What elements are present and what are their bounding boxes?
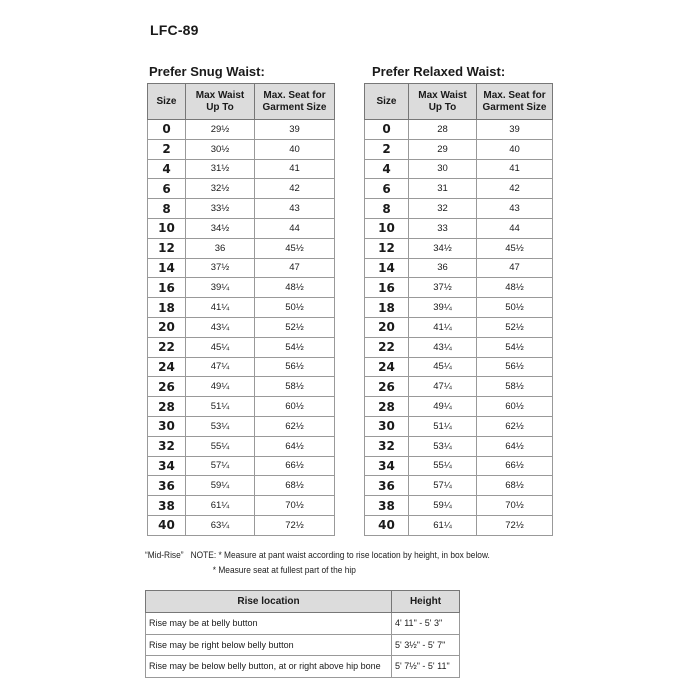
max-waist-cell: 33½: [186, 199, 255, 219]
max-seat-cell: 40: [477, 139, 553, 159]
size-cell: 2: [148, 139, 186, 159]
table-row: [148, 515, 335, 535]
size-cell: 28: [148, 397, 186, 417]
size-cell: 10: [148, 218, 186, 238]
seat-note: * Measure seat at fullest part of the hip: [212, 565, 356, 576]
size-cell: 24: [148, 357, 186, 377]
size-cell: 16: [365, 278, 409, 298]
table-row: [365, 456, 553, 476]
height-cell: 4' 11" - 5' 3": [392, 613, 460, 635]
size-cell: 32: [148, 436, 186, 456]
max-seat-cell: 42: [477, 179, 553, 199]
table-row: [148, 139, 335, 159]
table-row: [365, 218, 553, 238]
size-cell: 14: [365, 258, 409, 278]
mid-rise-label: “Mid-Rise”: [145, 550, 184, 561]
max-seat-cell: 72½: [255, 515, 335, 535]
max-seat-cell: 58½: [255, 377, 335, 397]
max-waist-header: [186, 84, 255, 120]
max-waist-cell: 63¼: [186, 515, 255, 535]
max-waist-cell: 59¼: [186, 476, 255, 496]
table-row: [146, 656, 460, 678]
max-seat-cell: 48½: [477, 278, 553, 298]
size-cell: 26: [365, 377, 409, 397]
size-header: Size: [148, 84, 186, 120]
height-header: Height: [392, 591, 460, 613]
note-line-1: [145, 548, 490, 563]
table-row: [365, 258, 553, 278]
max-waist-cell: 53¼: [186, 416, 255, 436]
relaxed-waist-caption: Prefer Relaxed Waist:: [372, 64, 506, 79]
size-cell: 12: [148, 238, 186, 258]
max-seat-cell: 62½: [477, 416, 553, 436]
max-waist-cell: 43¼: [409, 337, 477, 357]
size-cell: 40: [365, 515, 409, 535]
max-seat-cell: 56½: [255, 357, 335, 377]
table-row: [365, 476, 553, 496]
table-row: [365, 238, 553, 258]
size-cell: 10: [365, 218, 409, 238]
max-seat-cell: 50½: [255, 298, 335, 318]
height-cell: 5' 3½" - 5' 7": [392, 634, 460, 656]
snug-waist-rows: [148, 120, 335, 536]
size-cell: 6: [148, 179, 186, 199]
table-row: [365, 397, 553, 417]
max-seat-cell: 41: [477, 159, 553, 179]
max-seat-header-text: Max. Seat for Garment Size: [262, 89, 327, 113]
max-waist-cell: 43¼: [186, 317, 255, 337]
max-seat-cell: 64½: [255, 436, 335, 456]
snug-waist-caption: Prefer Snug Waist:: [149, 64, 265, 79]
max-seat-cell: 39: [477, 120, 553, 140]
max-seat-cell: 66½: [477, 456, 553, 476]
size-cell: 8: [148, 199, 186, 219]
size-cell: 24: [365, 357, 409, 377]
size-cell: 22: [148, 337, 186, 357]
table-row: [146, 613, 460, 635]
max-waist-cell: 37½: [186, 258, 255, 278]
relaxed-waist-table: [364, 83, 553, 536]
max-waist-cell: 30: [409, 159, 477, 179]
size-cell: 22: [365, 337, 409, 357]
max-seat-cell: 43: [255, 199, 335, 219]
max-waist-cell: 51¼: [409, 416, 477, 436]
max-waist-cell: 30½: [186, 139, 255, 159]
table-row: [365, 139, 553, 159]
max-seat-cell: 66½: [255, 456, 335, 476]
max-waist-cell: 39¼: [409, 298, 477, 318]
size-cell: 36: [365, 476, 409, 496]
max-waist-cell: 49¼: [409, 397, 477, 417]
table-row: [148, 120, 335, 140]
max-waist-cell: 47¼: [409, 377, 477, 397]
size-cell: 0: [148, 120, 186, 140]
max-waist-cell: 37½: [409, 278, 477, 298]
max-seat-header-text: Max. Seat for Garment Size: [482, 89, 547, 113]
max-waist-cell: 49¼: [186, 377, 255, 397]
table-row: [148, 238, 335, 258]
table-row: [148, 317, 335, 337]
size-cell: 20: [365, 317, 409, 337]
max-waist-cell: 45¼: [186, 337, 255, 357]
table-row: [365, 515, 553, 535]
snug-waist-section: [147, 63, 335, 536]
size-cell: 26: [148, 377, 186, 397]
max-waist-cell: 57¼: [186, 456, 255, 476]
table-row: [365, 298, 553, 318]
table-row: [365, 120, 553, 140]
max-seat-cell: 54½: [477, 337, 553, 357]
max-waist-cell: 32: [409, 199, 477, 219]
table-row: [148, 357, 335, 377]
table-row: [365, 278, 553, 298]
max-seat-cell: 70½: [255, 496, 335, 516]
table-row: [148, 258, 335, 278]
max-waist-cell: 59¼: [409, 496, 477, 516]
max-waist-cell: 53¼: [409, 436, 477, 456]
table-row: [365, 416, 553, 436]
table-row: [365, 377, 553, 397]
max-waist-header-text: Max Waist Up To: [418, 89, 467, 113]
table-row: [148, 496, 335, 516]
max-waist-cell: 33: [409, 218, 477, 238]
size-cell: 8: [365, 199, 409, 219]
height-cell: 5' 7½" - 5' 11": [392, 656, 460, 678]
waist-note: NOTE: * Measure at pant waist according to rise location by height, in box below.: [190, 550, 490, 561]
table-row: [148, 397, 335, 417]
max-seat-cell: 40: [255, 139, 335, 159]
max-waist-cell: 61¼: [186, 496, 255, 516]
max-waist-cell: 29: [409, 139, 477, 159]
max-seat-cell: 68½: [477, 476, 553, 496]
table-row: [148, 416, 335, 436]
size-cell: 30: [365, 416, 409, 436]
table-row: [148, 298, 335, 318]
rise-location-cell: Rise may be below belly button, at or right above hip bone: [146, 656, 392, 678]
max-seat-cell: 68½: [255, 476, 335, 496]
table-row: [148, 179, 335, 199]
relaxed-waist-section: [364, 63, 553, 536]
size-cell: 34: [365, 456, 409, 476]
max-seat-cell: 44: [477, 218, 553, 238]
max-waist-cell: 55¼: [409, 456, 477, 476]
table-row: [148, 456, 335, 476]
size-cell: 38: [365, 496, 409, 516]
measurement-notes: [145, 548, 490, 578]
max-waist-cell: 51¼: [186, 397, 255, 417]
table-row: [148, 159, 335, 179]
max-seat-cell: 45½: [477, 238, 553, 258]
max-seat-cell: 62½: [255, 416, 335, 436]
size-cell: 0: [365, 120, 409, 140]
max-waist-cell: 31½: [186, 159, 255, 179]
table-row: [146, 634, 460, 656]
size-cell: 16: [148, 278, 186, 298]
table-row: [148, 278, 335, 298]
size-cell: 28: [365, 397, 409, 417]
table-row: [148, 377, 335, 397]
max-waist-cell: 34½: [409, 238, 477, 258]
document-title: LFC-89: [150, 22, 199, 38]
max-seat-cell: 43: [477, 199, 553, 219]
size-cell: 36: [148, 476, 186, 496]
rise-location-table: [145, 590, 460, 678]
size-cell: 38: [148, 496, 186, 516]
max-seat-cell: 70½: [477, 496, 553, 516]
size-cell: 4: [148, 159, 186, 179]
max-waist-cell: 41¼: [409, 317, 477, 337]
table-row: [365, 436, 553, 456]
size-header: Size: [365, 84, 409, 120]
max-seat-cell: 50½: [477, 298, 553, 318]
max-waist-cell: 47¼: [186, 357, 255, 377]
max-seat-cell: 45½: [255, 238, 335, 258]
size-cell: 20: [148, 317, 186, 337]
table-row: [148, 436, 335, 456]
max-waist-cell: 28: [409, 120, 477, 140]
rise-location-rows: [146, 613, 460, 678]
max-waist-cell: 55¼: [186, 436, 255, 456]
max-waist-cell: 31: [409, 179, 477, 199]
max-seat-header: [477, 84, 553, 120]
size-cell: 18: [365, 298, 409, 318]
table-header-row: [146, 591, 460, 613]
max-seat-cell: 60½: [477, 397, 553, 417]
max-waist-cell: 57¼: [409, 476, 477, 496]
rise-location-cell: Rise may be right below belly button: [146, 634, 392, 656]
size-cell: 32: [365, 436, 409, 456]
relaxed-waist-rows: [365, 120, 553, 536]
size-cell: 2: [365, 139, 409, 159]
size-cell: 6: [365, 179, 409, 199]
size-cell: 4: [365, 159, 409, 179]
table-row: [148, 337, 335, 357]
max-seat-cell: 52½: [477, 317, 553, 337]
size-cell: 18: [148, 298, 186, 318]
size-cell: 34: [148, 456, 186, 476]
max-seat-cell: 60½: [255, 397, 335, 417]
snug-waist-table: [147, 83, 335, 536]
table-row: [365, 179, 553, 199]
max-waist-cell: 39¼: [186, 278, 255, 298]
max-seat-cell: 47: [477, 258, 553, 278]
max-seat-cell: 52½: [255, 317, 335, 337]
rise-location-cell: Rise may be at belly button: [146, 613, 392, 635]
max-seat-cell: 41: [255, 159, 335, 179]
max-seat-cell: 64½: [477, 436, 553, 456]
max-waist-cell: 36: [186, 238, 255, 258]
table-row: [148, 218, 335, 238]
table-row: [365, 199, 553, 219]
table-row: [365, 159, 553, 179]
rise-location-header: Rise location: [146, 591, 392, 613]
size-cell: 40: [148, 515, 186, 535]
note-line-2: [145, 563, 490, 578]
max-seat-cell: 39: [255, 120, 335, 140]
max-seat-cell: 42: [255, 179, 335, 199]
max-waist-cell: 34½: [186, 218, 255, 238]
max-seat-cell: 48½: [255, 278, 335, 298]
size-cell: 14: [148, 258, 186, 278]
max-waist-header: [409, 84, 477, 120]
max-seat-cell: 58½: [477, 377, 553, 397]
table-header-row: [365, 84, 553, 120]
max-waist-cell: 36: [409, 258, 477, 278]
table-row: [365, 357, 553, 377]
table-row: [365, 337, 553, 357]
table-row: [365, 317, 553, 337]
size-cell: 30: [148, 416, 186, 436]
max-waist-cell: 29½: [186, 120, 255, 140]
table-row: [148, 476, 335, 496]
max-waist-cell: 32½: [186, 179, 255, 199]
size-cell: 12: [365, 238, 409, 258]
max-seat-header: [255, 84, 335, 120]
max-waist-cell: 45¼: [409, 357, 477, 377]
max-waist-cell: 41¼: [186, 298, 255, 318]
max-seat-cell: 47: [255, 258, 335, 278]
max-seat-cell: 54½: [255, 337, 335, 357]
max-waist-cell: 61¼: [409, 515, 477, 535]
table-row: [365, 496, 553, 516]
max-seat-cell: 56½: [477, 357, 553, 377]
max-seat-cell: 72½: [477, 515, 553, 535]
max-seat-cell: 44: [255, 218, 335, 238]
table-row: [148, 199, 335, 219]
table-header-row: [148, 84, 335, 120]
max-waist-header-text: Max Waist Up To: [195, 89, 245, 113]
